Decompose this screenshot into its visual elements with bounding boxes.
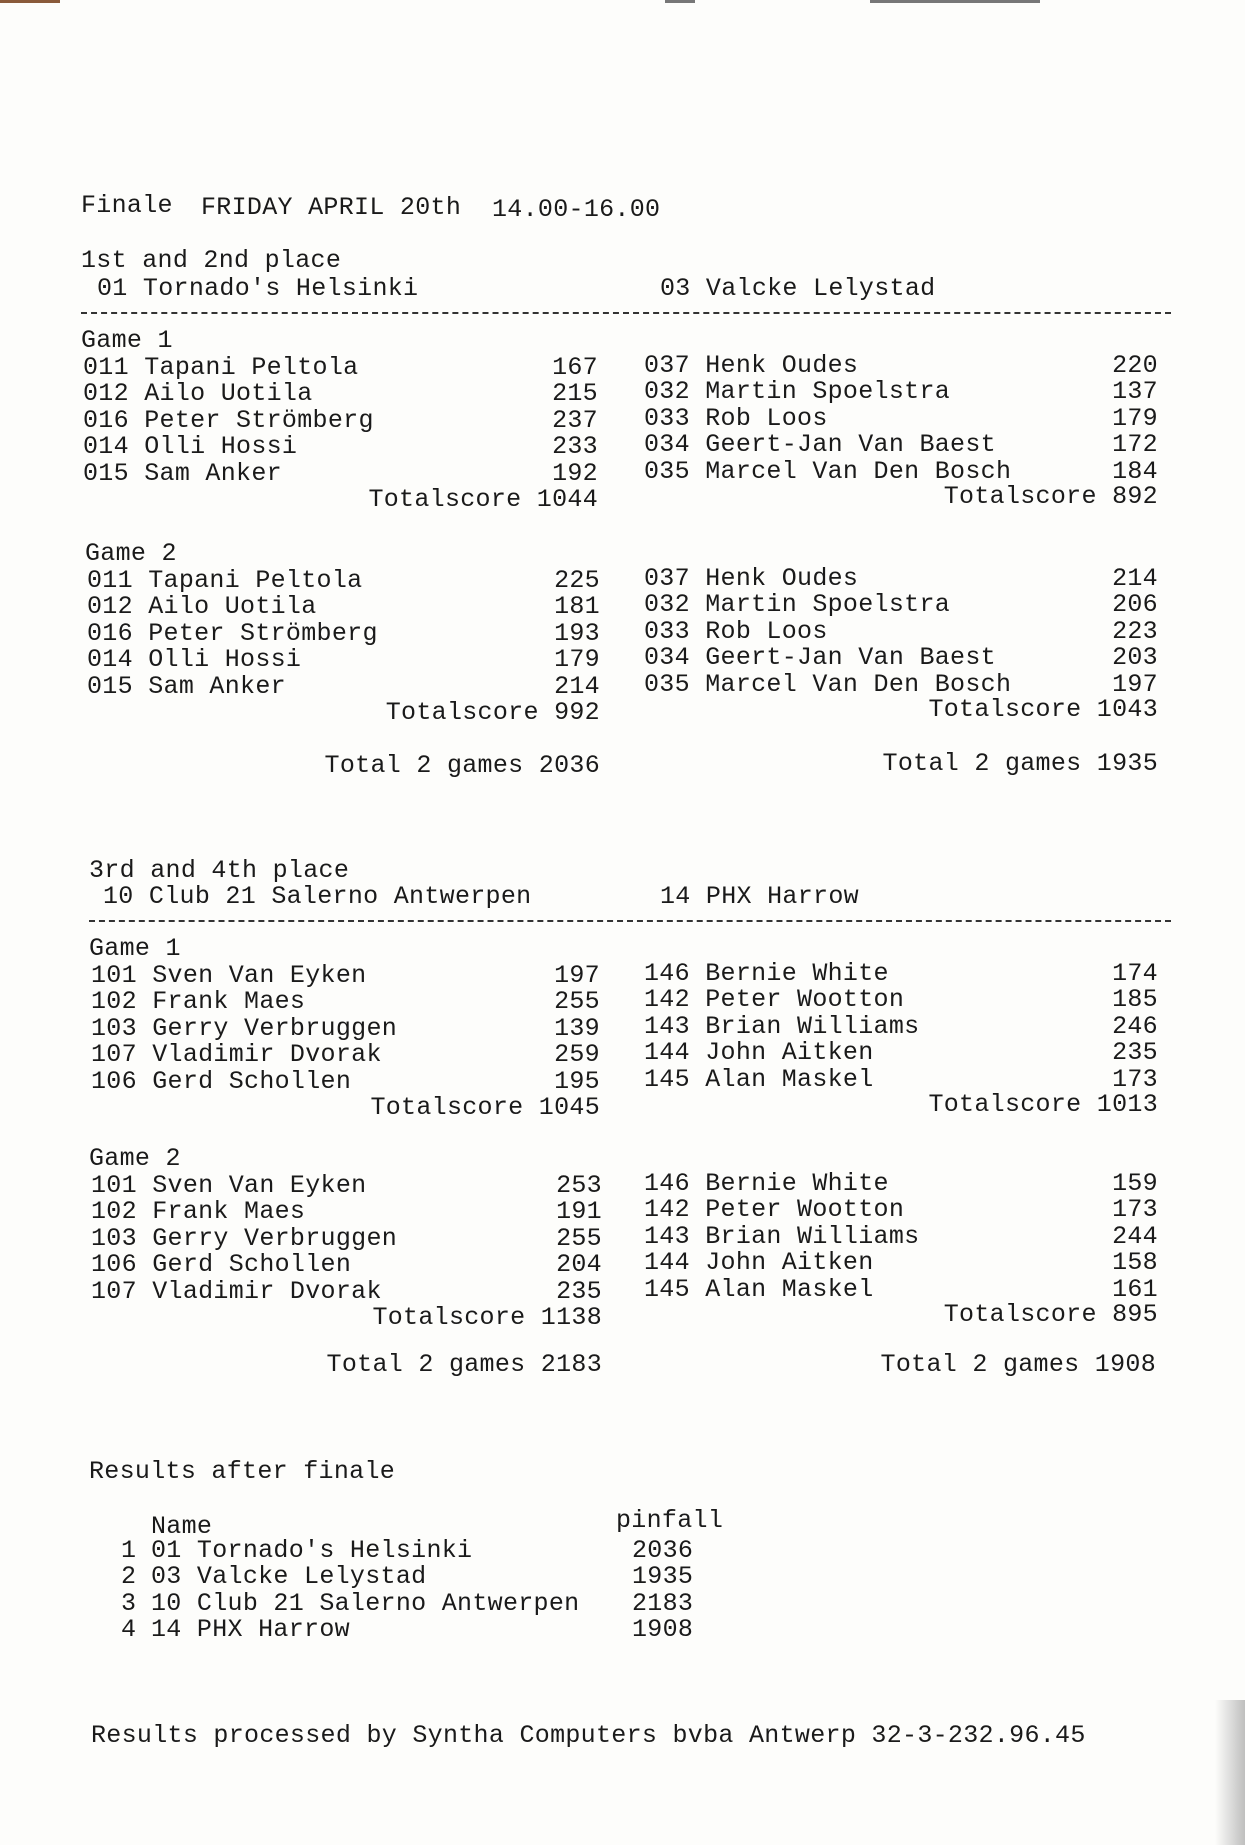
player-name: 102 Frank Maes (91, 1197, 306, 1227)
totalscore-label: Totalscore (372, 1303, 526, 1332)
player-score: 174 (1112, 959, 1158, 988)
grand-total-value: 2036 (538, 751, 600, 780)
player-score: 179 (554, 645, 600, 675)
results-rank: 3 (121, 1588, 137, 1618)
player-name: 142 Peter Wootton (644, 985, 905, 1015)
player-name: 145 Alan Maskel (644, 1274, 874, 1304)
player-name: 014 Olli Hossi (87, 645, 302, 675)
totalscore-right (828, 484, 1158, 510)
footer-credit: Results processed by Syntha Computers bvba Antwerp 32-3-232.96.45 (91, 1721, 1086, 1750)
player-score: 173 (1112, 1195, 1158, 1225)
player-score: 244 (1112, 1221, 1158, 1251)
player-score: 246 (1112, 1011, 1158, 1041)
match1-grand-left (230, 753, 600, 779)
grand-total-value: 2183 (540, 1350, 602, 1379)
totalscore-label: Totalscore (368, 485, 522, 514)
player-name: 015 Sam Anker (87, 671, 286, 701)
player-name: 033 Rob Loos (644, 403, 828, 433)
player-score: 139 (554, 1013, 600, 1043)
player-score: 192 (552, 458, 598, 488)
game-label: Game 2 (89, 1144, 181, 1173)
totalscore-value: 892 (1112, 482, 1158, 511)
results-rank: 4 (121, 1615, 137, 1645)
scan-edge-mark (870, 0, 1040, 3)
totalscore-left (268, 487, 598, 513)
totalscore-left (270, 1095, 600, 1121)
player-score: 195 (554, 1066, 600, 1096)
totalscore-value: 895 (1112, 1300, 1158, 1329)
event-day: FRIDAY APRIL 20th (201, 193, 462, 222)
player-score: 253 (556, 1171, 602, 1200)
grand-total-label: Total 2 games (882, 749, 1082, 778)
totalscore-label: Totalscore (943, 482, 1097, 511)
results-pinfall: 2036 (632, 1536, 694, 1565)
grand-total-label: Total 2 games (326, 1350, 526, 1379)
player-score: 185 (1112, 985, 1158, 1015)
player-score: 167 (552, 353, 598, 382)
player-score: 197 (1112, 669, 1158, 699)
player-name: 106 Gerd Schollen (91, 1066, 352, 1096)
totalscore-label: Totalscore (385, 698, 539, 727)
match2-title: 3rd and 4th place (89, 856, 350, 885)
results-team: 03 Valcke Lelystad (151, 1562, 427, 1592)
player-score: 159 (1112, 1169, 1158, 1198)
page-curl-shadow (1215, 1700, 1245, 1845)
player-score: 214 (554, 671, 600, 701)
event-time: 14.00-16.00 (492, 195, 661, 224)
player-score: 255 (556, 1223, 602, 1253)
grand-total-value: 1935 (1096, 749, 1158, 778)
player-score: 203 (1112, 643, 1158, 673)
player-score: 193 (554, 618, 600, 648)
player-score: 237 (552, 405, 598, 435)
player-name: 143 Brian Williams (644, 1011, 920, 1041)
results-rank: 1 (121, 1536, 137, 1565)
totalscore-value: 1044 (536, 485, 598, 514)
player-score: 161 (1112, 1274, 1158, 1304)
player-name: 032 Martin Spoelstra (644, 590, 951, 620)
totalscore-value: 992 (554, 698, 600, 727)
match1-team-right: 03 Valcke Lelystad (660, 274, 936, 303)
player-name: 033 Rob Loos (644, 616, 828, 646)
player-name: 016 Peter Strömberg (87, 618, 378, 648)
player-name: 107 Vladimir Dvorak (91, 1040, 382, 1070)
results-rank: 2 (121, 1562, 137, 1592)
player-score: 137 (1112, 377, 1158, 407)
player-name: 106 Gerd Schollen (91, 1250, 352, 1280)
player-name: 146 Bernie White (644, 1169, 889, 1198)
player-name: 145 Alan Maskel (644, 1064, 874, 1094)
player-name: 032 Martin Spoelstra (644, 377, 951, 407)
player-name: 034 Geert-Jan Van Baest (644, 430, 996, 460)
player-name: 012 Ailo Uotila (83, 379, 313, 409)
player-name: 103 Gerry Verbruggen (91, 1223, 398, 1253)
totalscore-value: 1045 (538, 1093, 600, 1122)
player-score: 206 (1112, 590, 1158, 620)
totalscore-right (828, 697, 1158, 723)
totalscore-label: Totalscore (943, 1300, 1097, 1329)
totalscore-left (272, 1305, 602, 1331)
player-score: 173 (1112, 1064, 1158, 1094)
player-score: 197 (554, 961, 600, 990)
player-name: 146 Bernie White (644, 959, 889, 988)
player-score: 223 (1112, 616, 1158, 646)
player-name: 103 Gerry Verbruggen (91, 1013, 398, 1043)
player-score: 172 (1112, 430, 1158, 460)
totalscore-right (828, 1092, 1158, 1118)
game-label: Game 1 (81, 326, 173, 355)
totalscore-label: Totalscore (928, 695, 1082, 724)
player-name: 144 John Aitken (644, 1248, 874, 1278)
game-label: Game 2 (85, 539, 177, 568)
player-name: 101 Sven Van Eyken (91, 961, 367, 990)
player-name: 037 Henk Oudes (644, 351, 859, 380)
totalscore-left (270, 700, 600, 726)
totalscore-label: Totalscore (928, 1090, 1082, 1119)
player-name: 012 Ailo Uotila (87, 592, 317, 622)
separator-line (89, 920, 1171, 922)
player-score: 191 (556, 1197, 602, 1227)
player-name: 102 Frank Maes (91, 987, 306, 1017)
results-team: 10 Club 21 Salerno Antwerpen (151, 1588, 580, 1618)
player-name: 015 Sam Anker (83, 458, 282, 488)
match2-grand-left (230, 1352, 602, 1378)
player-name: 034 Geert-Jan Van Baest (644, 643, 996, 673)
results-pinfall: 2183 (632, 1588, 694, 1618)
totalscore-label: Totalscore (370, 1093, 524, 1122)
results-col-name: Name (151, 1512, 213, 1541)
results-team: 14 PHX Harrow (151, 1615, 350, 1645)
player-score: 181 (554, 592, 600, 622)
player-score: 179 (1112, 403, 1158, 433)
totalscore-right (828, 1302, 1158, 1328)
totalscore-value: 1013 (1096, 1090, 1158, 1119)
results-team: 01 Tornado's Helsinki (151, 1536, 473, 1565)
player-name: 107 Vladimir Dvorak (91, 1276, 382, 1306)
match2-team-right: 14 PHX Harrow (660, 882, 859, 911)
match2-team-left: 10 Club 21 Salerno Antwerpen (103, 882, 532, 911)
totalscore-value: 1043 (1096, 695, 1158, 724)
results-title: Results after finale (89, 1457, 396, 1486)
grand-total-value: 1908 (1094, 1350, 1156, 1379)
player-name: 011 Tapani Peltola (87, 566, 363, 595)
player-score: 233 (552, 432, 598, 462)
player-name: 035 Marcel Van Den Bosch (644, 456, 1012, 486)
match1-team-left: 01 Tornado's Helsinki (97, 274, 419, 303)
player-name: 014 Olli Hossi (83, 432, 298, 462)
player-score: 259 (554, 1040, 600, 1070)
player-score: 235 (556, 1276, 602, 1306)
scan-edge-mark (0, 0, 60, 3)
player-name: 035 Marcel Van Den Bosch (644, 669, 1012, 699)
player-score: 204 (556, 1250, 602, 1280)
results-col-pinfall: pinfall (616, 1506, 724, 1535)
player-score: 255 (554, 987, 600, 1017)
player-score: 225 (554, 566, 600, 595)
player-score: 158 (1112, 1248, 1158, 1278)
player-name: 144 John Aitken (644, 1038, 874, 1068)
match1-title: 1st and 2nd place (81, 246, 342, 275)
player-score: 220 (1112, 351, 1158, 380)
player-name: 011 Tapani Peltola (83, 353, 359, 382)
player-score: 214 (1112, 564, 1158, 593)
separator-line (81, 312, 1171, 314)
results-pinfall: 1908 (632, 1615, 694, 1645)
match2-grand-right (780, 1352, 1156, 1378)
player-score: 215 (552, 379, 598, 409)
player-score: 235 (1112, 1038, 1158, 1068)
player-name: 142 Peter Wootton (644, 1195, 905, 1225)
player-name: 016 Peter Strömberg (83, 405, 374, 435)
player-name: 101 Sven Van Eyken (91, 1171, 367, 1200)
player-score: 184 (1112, 456, 1158, 486)
player-name: 143 Brian Williams (644, 1221, 920, 1251)
game-label: Game 1 (89, 934, 181, 963)
player-name: 037 Henk Oudes (644, 564, 859, 593)
match1-grand-right (780, 751, 1158, 777)
totalscore-value: 1138 (540, 1303, 602, 1332)
results-pinfall: 1935 (632, 1562, 694, 1592)
event-name: Finale (81, 191, 173, 220)
grand-total-label: Total 2 games (880, 1350, 1080, 1379)
grand-total-label: Total 2 games (324, 751, 524, 780)
scan-edge-mark (665, 0, 695, 3)
